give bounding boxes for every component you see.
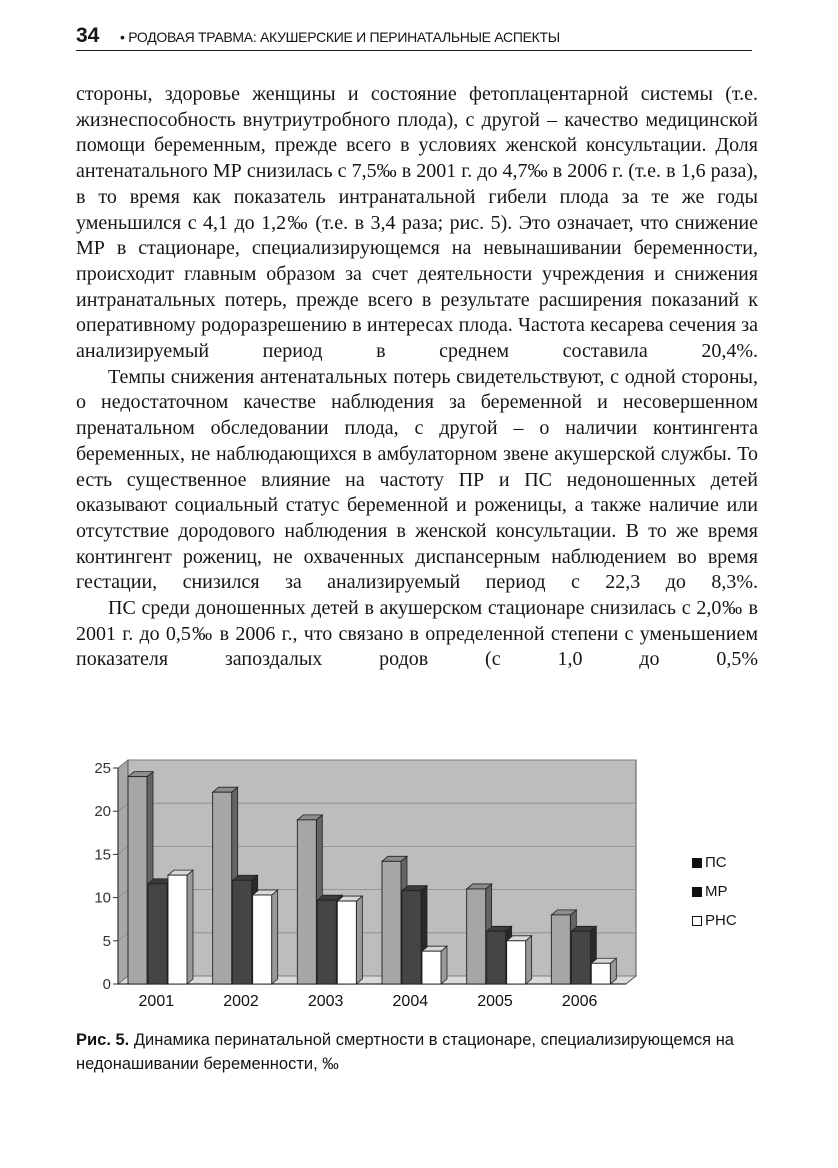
bar-side [441,946,447,984]
x-tick-label: 2003 [307,993,344,1010]
legend-item [692,906,737,935]
bar [382,861,401,984]
chart-svg [70,752,760,1024]
bar [213,792,232,984]
legend-swatch [692,887,702,897]
plot-side-wall [118,760,128,984]
bar [128,777,147,984]
body-text [76,82,758,673]
legend-label: РНС [705,911,737,929]
chart-legend [692,848,737,935]
legend-item [692,877,737,906]
y-tick-label: 15 [94,846,111,864]
legend-item [692,848,737,877]
paragraph-2: Темпы снижения антенатальных потерь свидетельствуют, с одной стороны, о недостаточном качестве наблюдения за беременной и несовершенном пренатальном обследовании плода, с другой – о наличии контингента беременных, не наблюдающихся в амбулаторном звене акушерской службы. То есть существенное влияние на частоту ПР и ПС недоношенных детей оказывают социальный статус беременной и роженицы, а также наличие или отсутствие дородового наблюдения в женской консультации. В то же время контингент рожениц, не охваченных диспансерным наблюдением во время гестации, снизился за анализируемый период с 22,3 до 8,3%. [76,365,758,594]
legend-label: ПС [705,853,727,871]
bar-side [272,890,278,984]
bar [591,963,610,984]
paragraph-3: ПС среди доношенных детей в акушерском стационаре снизилась с 2,0‰ в 2001 г. до 0,5‰ в 2006 г., что связано в определенной степени с уменьшением показателя запоздалых родов (с 1,0 до 0,5% [76,597,758,671]
x-tick-label: 2004 [392,993,429,1010]
bar [551,915,570,984]
bar [317,900,336,984]
bar [507,941,526,984]
legend-label: МР [705,882,728,900]
bar [148,884,167,984]
x-tick-label: 2002 [223,993,259,1010]
y-tick-label: 25 [94,760,111,777]
bar-side [187,870,193,984]
bar [337,901,356,984]
bar [467,889,486,984]
caption-label: Рис. 5. [76,1031,130,1049]
bar-side [526,936,532,984]
caption-text: Динамика перинатальной смертности в стационаре, специализирующемся на недонашивании беременности, ‰ [76,1031,734,1073]
x-tick-label: 2001 [138,993,175,1010]
bar [402,891,421,984]
page-number: 34 [76,24,100,47]
page-header [76,24,752,51]
legend-swatch [692,858,702,868]
bar-chart [70,752,760,1024]
bar [168,875,187,984]
paragraph-1: стороны, здоровье женщины и состояние фетоплацентарной системы (т.е. жизнеспособность внутриутробного плода), с другой – качество медицинской помощи беременным, прежде всего в условиях женской консультации. Доля антенатального МР снизилась с 7,5‰ в 2001 г. до 4,7‰ в 2006 г. (т.е. в 1,6 раза), в то время как показатель интранатальной гибели плода за те же годы уменьшился с 4,1 до 1,2‰ (т.е. в 3,4 раза; рис. 5). Это означает, что снижение МР в стационаре, специализирующемся на невынашивании беременности, происходит главным образом за счет деятельности учреждения и снижения интранатальных потерь, прежде всего в результате расширения показаний к оперативному родоразрешению в интересах плода. Частота кесарева сечения за анализируемый период в среднем составила 20,4%. [76,83,758,363]
bar [571,931,590,984]
bar [253,895,272,984]
bar [297,820,316,984]
y-tick-label: 5 [102,932,111,950]
y-tick-label: 20 [94,803,111,821]
bar [422,951,441,984]
bar-side [356,896,362,984]
x-tick-label: 2005 [477,993,513,1010]
y-tick-label: 0 [102,976,111,993]
y-tick-label: 10 [94,889,111,907]
running-head: • РОДОВАЯ ТРАВМА: АКУШЕРСКИЕ И ПЕРИНАТАЛЬНЫЕ АСПЕКТЫ [120,29,560,45]
figure-caption [76,1028,760,1076]
x-tick-label: 2006 [561,993,598,1010]
bar [487,931,506,984]
bar [233,880,252,984]
legend-swatch [692,916,702,926]
